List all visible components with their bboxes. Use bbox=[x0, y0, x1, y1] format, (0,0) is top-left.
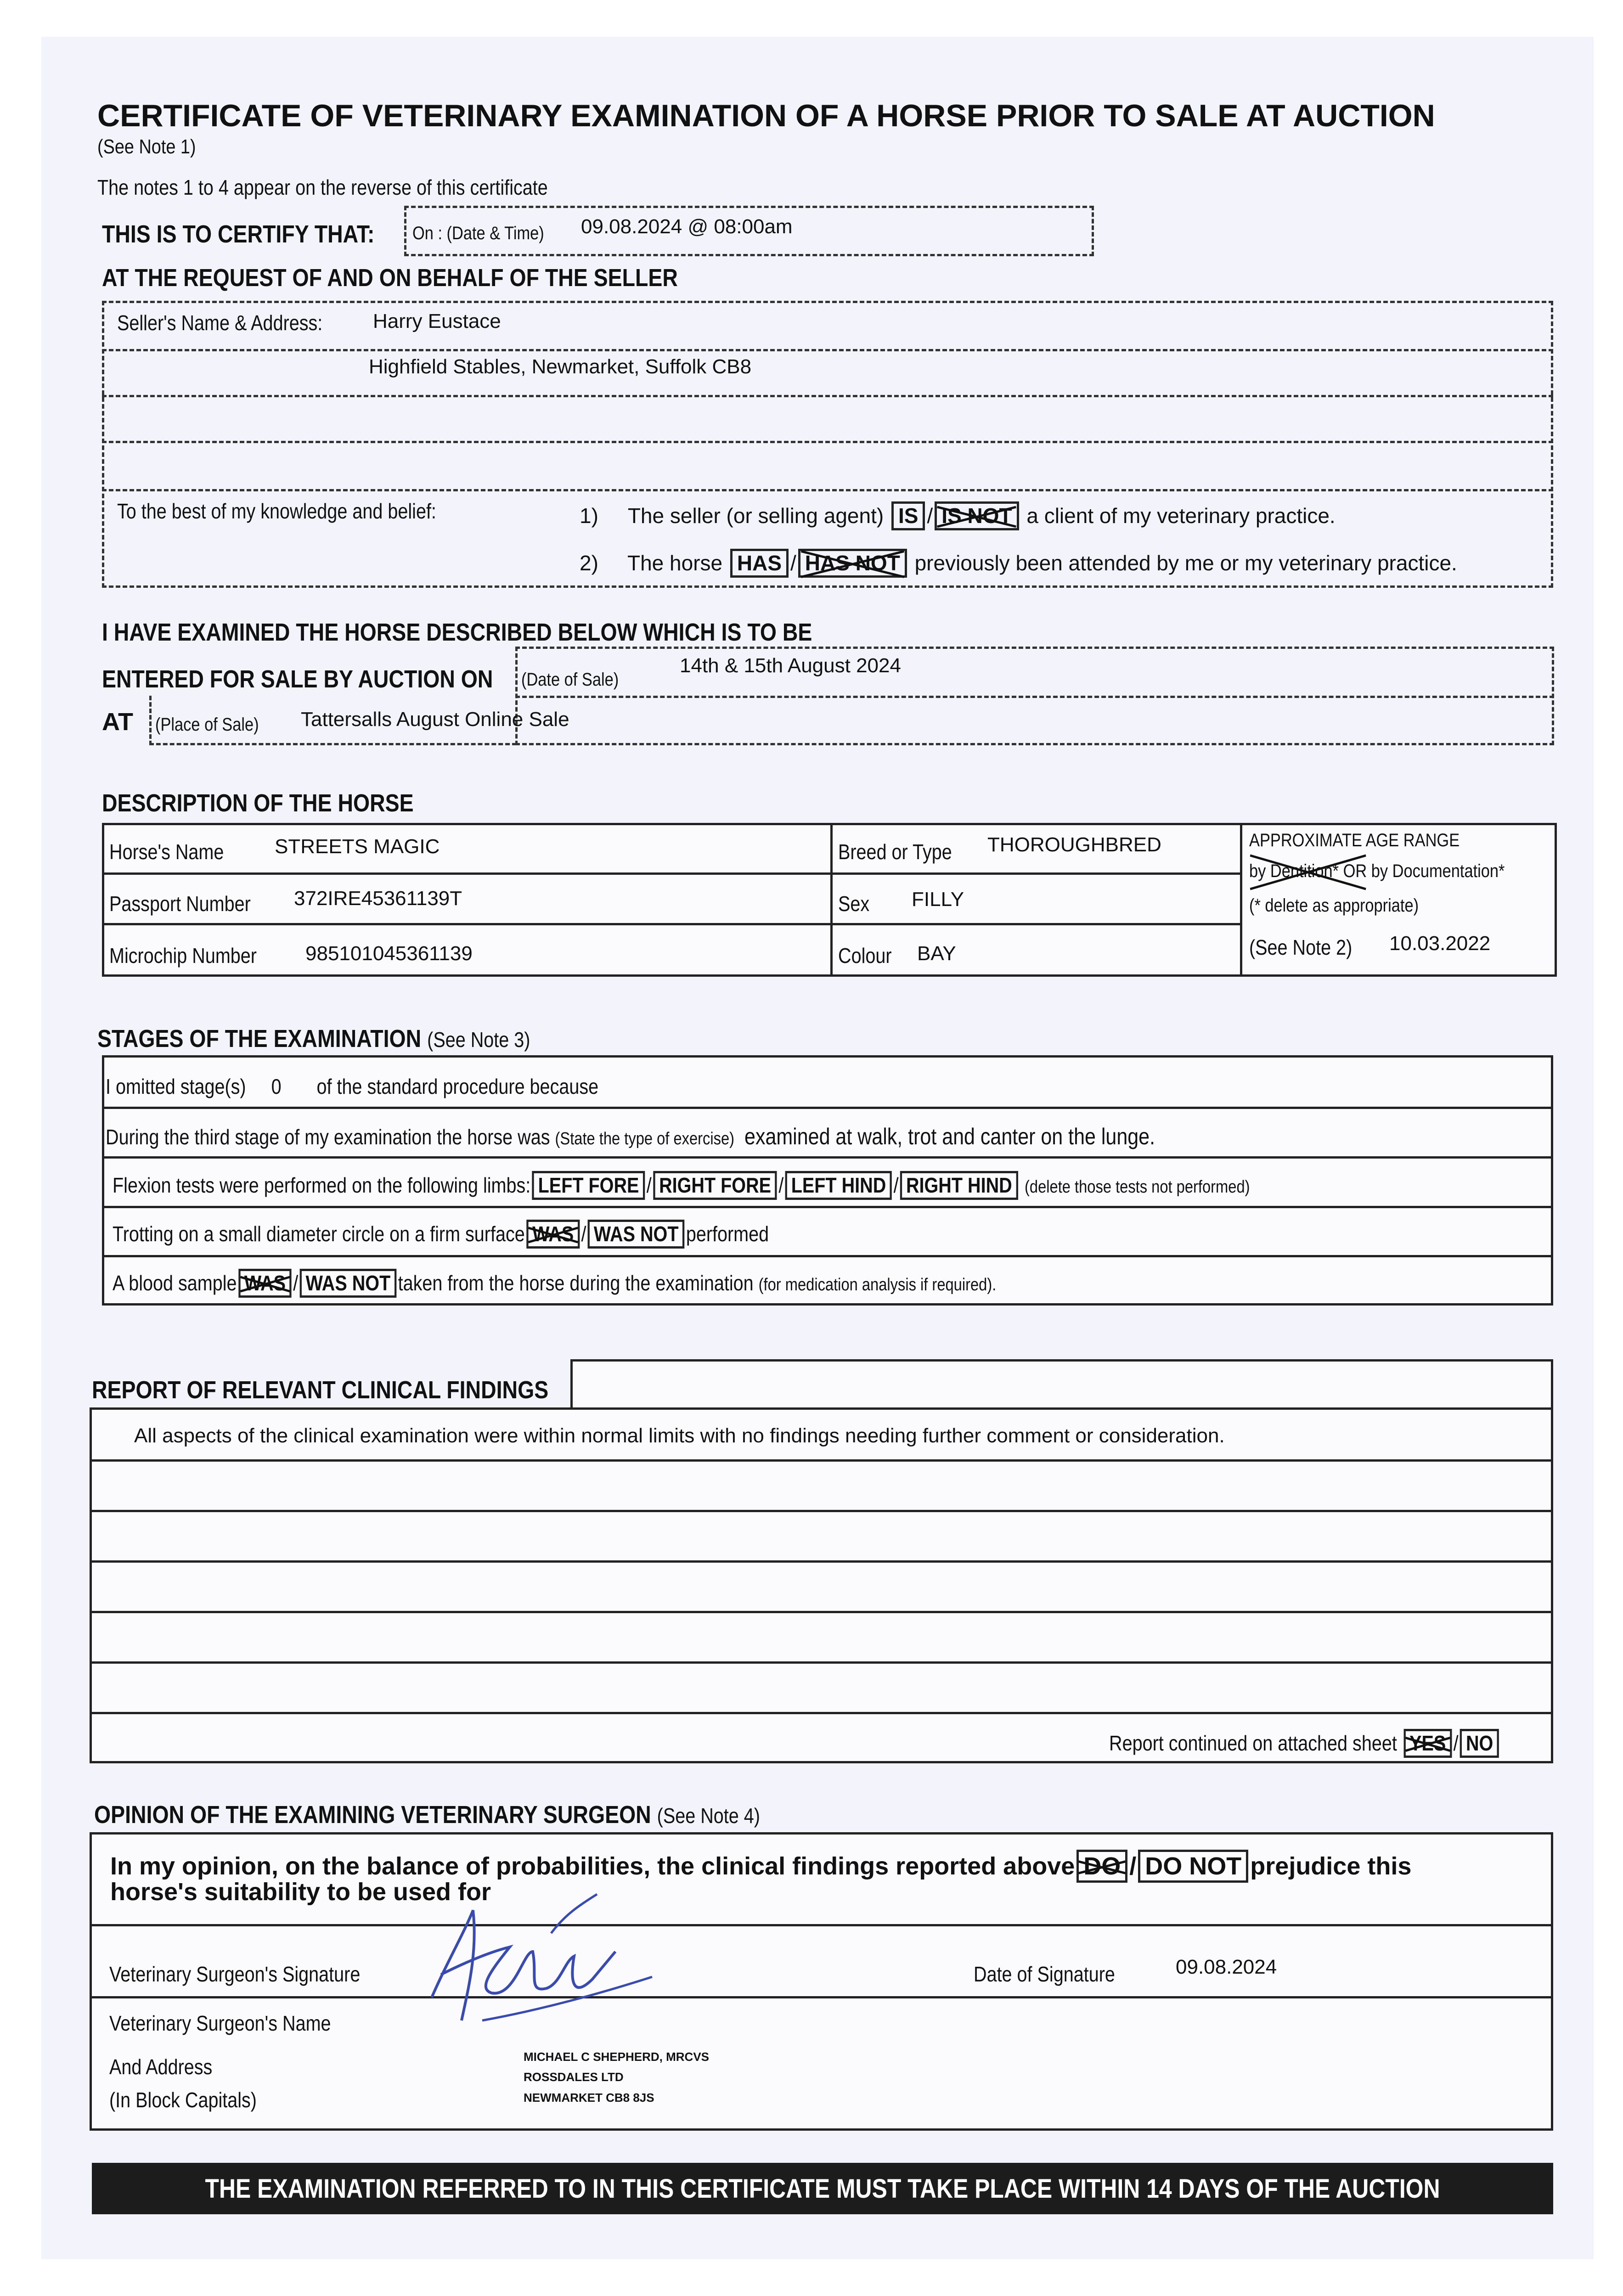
left-fore-option[interactable]: LEFT FORE bbox=[532, 1171, 645, 1200]
breed-label: Breed or Type bbox=[838, 840, 952, 864]
do-option-struck[interactable]: DO bbox=[1076, 1850, 1127, 1883]
do-not-option[interactable]: DO NOT bbox=[1138, 1850, 1248, 1883]
third-stage-value[interactable]: examined at walk, trot and canter on the lunge. bbox=[744, 1124, 1155, 1149]
stages-heading: STAGES OF THE EXAMINATION (See Note 3) bbox=[97, 1025, 530, 1052]
divider bbox=[102, 441, 1553, 443]
divider bbox=[149, 743, 517, 745]
surgeon-address-label: And Address bbox=[109, 2055, 213, 2079]
age-delete-note: (* delete as appropriate) bbox=[1249, 895, 1419, 916]
divider bbox=[102, 1107, 1553, 1109]
report-continued: Report continued on attached sheet YES / NO bbox=[1109, 1729, 1564, 1758]
divider bbox=[90, 1996, 1553, 1998]
has-option[interactable]: HAS bbox=[730, 549, 789, 578]
divider bbox=[102, 923, 1241, 925]
certify-label: THIS IS TO CERTIFY THAT: bbox=[102, 220, 375, 248]
date-of-sale-value[interactable]: 14th & 15th August 2024 bbox=[680, 654, 901, 677]
horse-heading: DESCRIPTION OF THE HORSE bbox=[102, 789, 414, 817]
trot-was-not-option[interactable]: WAS NOT bbox=[588, 1220, 684, 1249]
stamp-line-2[interactable]: ROSSDALES LTD bbox=[524, 2070, 624, 2084]
divider bbox=[102, 489, 1553, 491]
seller-name-label: Seller's Name & Address: bbox=[117, 311, 323, 335]
divider bbox=[515, 696, 1554, 698]
opinion-text-line-1: In my opinion, on the balance of probabilities, the clinical findings reported above DO / DO NOT prejudice this bbox=[110, 1850, 1411, 1883]
report-heading-box bbox=[570, 1359, 1553, 1410]
omitted-line: I omitted stage(s) 0 of the standard procedure because bbox=[106, 1075, 599, 1098]
seller-box bbox=[102, 301, 1553, 588]
page-title: CERTIFICATE OF VETERINARY EXAMINATION OF A HORSE PRIOR TO SALE AT AUCTION bbox=[97, 98, 1435, 133]
divider bbox=[1240, 823, 1242, 977]
belief-label: To the best of my knowledge and belief: bbox=[117, 499, 436, 523]
right-hind-option[interactable]: RIGHT HIND bbox=[900, 1171, 1018, 1200]
divider bbox=[102, 349, 1553, 351]
divider bbox=[90, 1560, 1553, 1563]
seller-address-value[interactable]: Highfield Stables, Newmarket, Suffolk CB8 bbox=[369, 355, 752, 378]
seller-heading: AT THE REQUEST OF AND ON BEHALF OF THE SELLER bbox=[102, 264, 678, 292]
omitted-value[interactable]: 0 bbox=[271, 1075, 282, 1098]
divider bbox=[830, 823, 833, 977]
has-not-option-struck[interactable]: HAS NOT bbox=[798, 549, 907, 578]
sex-value[interactable]: FILLY bbox=[912, 888, 964, 911]
divider bbox=[90, 1459, 1553, 1462]
stamp-line-1[interactable]: MICHAEL C SHEPHERD, MRCVS bbox=[524, 2050, 710, 2064]
blood-was-option-struck[interactable]: WAS bbox=[238, 1269, 292, 1298]
continued-yes-option-struck[interactable]: YES bbox=[1403, 1729, 1452, 1758]
horse-name-value[interactable]: STREETS MAGIC bbox=[275, 835, 440, 858]
divider bbox=[102, 1255, 1553, 1257]
opinion-text-line-2: horse's suitability to be used for bbox=[110, 1878, 491, 1906]
report-finding-1[interactable]: All aspects of the clinical examination were within normal limits with no findings needing further comment or consideration. bbox=[134, 1424, 1225, 1447]
date-signature-value[interactable]: 09.08.2024 bbox=[1176, 1956, 1277, 1978]
sex-label: Sex bbox=[838, 892, 870, 916]
divider bbox=[102, 1206, 1553, 1208]
passport-label: Passport Number bbox=[109, 892, 251, 916]
block-capitals-label: (In Block Capitals) bbox=[109, 2088, 257, 2112]
signature-label: Veterinary Surgeon's Signature bbox=[109, 1962, 361, 1986]
divider bbox=[149, 696, 152, 745]
colour-value[interactable]: BAY bbox=[917, 942, 956, 965]
examined-heading: I HAVE EXAMINED THE HORSE DESCRIBED BELOW WHICH IS TO BE bbox=[102, 619, 812, 646]
age-method: by Dentition* OR by Documentation* bbox=[1249, 861, 1505, 881]
divider bbox=[90, 1661, 1553, 1664]
footer-notice: THE EXAMINATION REFERRED TO IN THIS CERTIFICATE MUST TAKE PLACE WITHIN 14 DAYS OF THE AUCTION bbox=[205, 2174, 1440, 2204]
blood-was-not-option[interactable]: WAS NOT bbox=[300, 1269, 396, 1298]
divider bbox=[90, 1611, 1553, 1613]
age-value[interactable]: 10.03.2022 bbox=[1389, 932, 1491, 955]
seller-statement-2: 2) The horse HAS / HAS NOT previously been attended by me or my veterinary practice. bbox=[580, 549, 1457, 578]
divider bbox=[102, 395, 1553, 397]
place-of-sale-value[interactable]: Tattersalls August Online Sale bbox=[301, 708, 569, 731]
blood-sample-line: A blood sample WAS / WAS NOT taken from the horse during the examination (for medication analysis if required). bbox=[113, 1269, 1140, 1298]
divider bbox=[90, 1510, 1553, 1512]
place-of-sale-label: (Place of Sale) bbox=[155, 715, 259, 735]
trotting-line: Trotting on a small diameter circle on a firm surface WAS / WAS NOT performed bbox=[113, 1220, 876, 1249]
divider bbox=[102, 872, 1241, 875]
colour-label: Colour bbox=[838, 944, 892, 968]
date-signature-label: Date of Signature bbox=[974, 1962, 1115, 1986]
left-hind-option[interactable]: LEFT HIND bbox=[785, 1171, 892, 1200]
breed-value[interactable]: THOROUGHBRED bbox=[987, 833, 1161, 856]
microchip-label: Microchip Number bbox=[109, 944, 257, 968]
trot-was-option-struck[interactable]: WAS bbox=[526, 1220, 580, 1249]
opinion-heading: OPINION OF THE EXAMINING VETERINARY SURGEON (See Note 4) bbox=[94, 1801, 760, 1829]
seller-name-value[interactable]: Harry Eustace bbox=[373, 310, 501, 332]
age-range-heading: APPROXIMATE AGE RANGE bbox=[1249, 830, 1460, 850]
see-note-1: (See Note 1) bbox=[97, 135, 196, 158]
third-stage-line: During the third stage of my examination the horse was (State the type of exercise) examined at walk, trot and canter on the lunge. bbox=[106, 1124, 1155, 1149]
stamp-line-3[interactable]: NEWMARKET CB8 8JS bbox=[524, 2091, 654, 2105]
divider bbox=[90, 1712, 1553, 1714]
certify-on-value[interactable]: 09.08.2024 @ 08:00am bbox=[581, 215, 793, 238]
divider bbox=[90, 1924, 1553, 1926]
flexion-line: Flexion tests were performed on the following limbs: LEFT FORE / RIGHT FORE / LEFT HIND / RIGHT HIND (delete those tests not performed) bbox=[113, 1171, 1435, 1200]
age-see-note: (See Note 2) bbox=[1249, 935, 1352, 959]
certify-on-label: On : (Date & Time) bbox=[412, 223, 544, 243]
auction-heading: ENTERED FOR SALE BY AUCTION ON bbox=[102, 665, 493, 693]
by-dentition-struck[interactable]: by Dentition* OR bbox=[1249, 861, 1367, 881]
is-option[interactable]: IS bbox=[891, 501, 925, 530]
right-fore-option[interactable]: RIGHT FORE bbox=[653, 1171, 777, 1200]
seller-statement-1: 1) The seller (or selling agent) IS / IS NOT a client of my veterinary practice. bbox=[580, 501, 1336, 530]
report-heading: REPORT OF RELEVANT CLINICAL FINDINGS bbox=[92, 1376, 549, 1404]
microchip-value[interactable]: 985101045361139 bbox=[305, 942, 473, 965]
signature-image bbox=[413, 1883, 661, 2030]
continued-no-option[interactable]: NO bbox=[1460, 1729, 1499, 1758]
horse-name-label: Horse's Name bbox=[109, 840, 224, 864]
at-label: AT bbox=[102, 708, 133, 736]
divider bbox=[102, 1156, 1553, 1159]
is-not-option-struck[interactable]: IS NOT bbox=[935, 501, 1019, 530]
surgeon-name-label: Veterinary Surgeon's Name bbox=[109, 2011, 331, 2035]
passport-value[interactable]: 372IRE45361139T bbox=[294, 887, 462, 910]
date-of-sale-label: (Date of Sale) bbox=[521, 670, 619, 690]
notes-line: The notes 1 to 4 appear on the reverse of this certificate bbox=[97, 175, 548, 199]
